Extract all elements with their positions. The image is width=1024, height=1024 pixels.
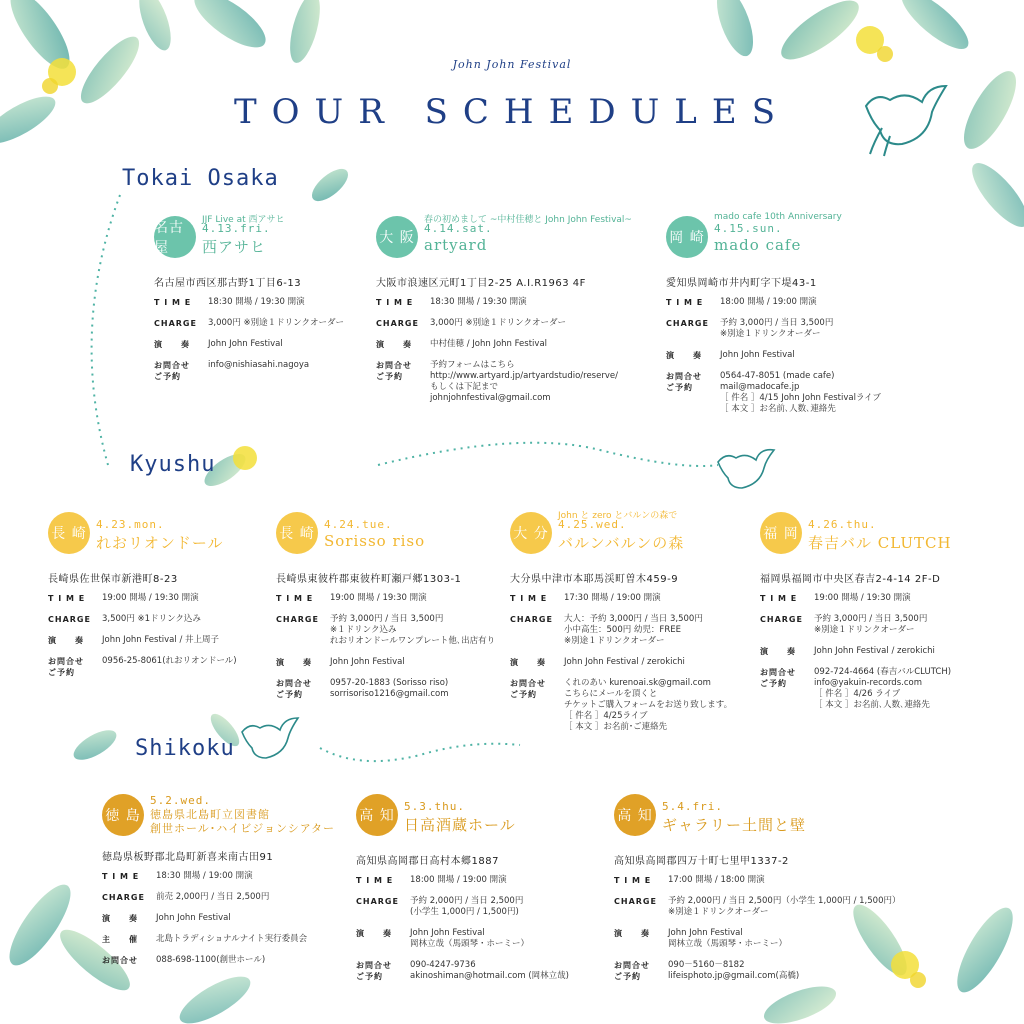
venue-address: 大分県中津市本耶馬渓町曽木459-9 [510,574,679,585]
venue-address: 長崎県東彼杵郡東彼杵町瀬戸郷1303-1 [276,574,462,585]
info-row [154,360,364,382]
info-value: John John Festival 岡林立哉（馬頭琴・ホーミー） [410,928,530,949]
info-row [614,896,1014,918]
info-label: CHARGE [376,319,419,328]
info-value: 17:30 開場 / 19:00 開演 [564,593,661,603]
info-label: 演 奏 [376,340,412,349]
info-row [102,892,342,903]
venue-name: 日高酒蔵ホール [404,816,516,834]
city-badge: 岡 崎 [666,216,708,258]
info-value: 前売 2,000円 / 当日 2,500円 [156,892,270,902]
info-value: John John Festival 岡林立哉（馬頭琴・ホーミー） [668,928,788,949]
info-row [614,928,1014,950]
info-value: John John Festival [720,350,795,360]
info-row [356,875,606,886]
venue-name: ギャラリー土間と壁 [662,816,807,834]
info-row [48,635,268,646]
info-label: T I M E [614,876,652,885]
venue-card [614,794,1014,992]
info-value: 092-724-4664 (春吉バルCLUTCH) info@yakuin-records.com ［ 件名 ］4/26 ライブ ［ 本文 ］お名前､人数､連絡先 [814,667,952,710]
info-value: 18:00 開場 / 19:00 開演 [720,297,817,307]
venue-address: 高知県高岡郡四万十町七里甲1337-2 [614,856,789,867]
venue-card [760,512,1010,721]
venue-card [356,794,606,992]
venue-card [276,512,506,710]
info-row [276,614,506,647]
info-value: 3,500円 ※1ドリンク込み [102,614,201,624]
info-label: 演 奏 [48,636,84,645]
info-row [48,614,268,625]
venue-header [376,216,656,270]
info-label: T I M E [510,594,548,603]
venue-header [356,794,606,848]
brand-logo-text: John John Festival [452,58,572,71]
info-label: 主 催 [102,935,138,944]
info-label: CHARGE [356,897,399,906]
info-label: T I M E [356,876,394,885]
info-row [276,678,506,700]
info-label: T I M E [48,594,86,603]
info-row [666,350,926,361]
info-value: 18:30 開場 / 19:30 開演 [430,297,527,307]
info-value: 0564-47-8051 (made cafe) mail@madocafe.jp ［ 件名 ］4/15 John John Festivalライブ ［ 本文 ］お名前､人数､連絡先 [720,371,881,414]
info-row [154,318,364,329]
info-label: 演 奏 [510,658,546,667]
info-row [760,646,1010,657]
venue-address: 長崎県佐世保市新港町8-23 [48,574,178,585]
info-label: CHARGE [614,897,657,906]
info-value: 18:30 開場 / 19:00 開演 [156,871,253,881]
info-row [760,593,1010,604]
city-badge: 大 阪 [376,216,418,258]
info-row [376,339,656,350]
city-badge: 徳 島 [102,794,144,836]
info-value: 18:30 開場 / 19:30 開演 [208,297,305,307]
venue-header [276,512,506,566]
info-row [356,960,606,982]
info-label: T I M E [666,298,704,307]
city-badge: 名古屋 [154,216,196,258]
info-label: 演 奏 [276,658,312,667]
info-label: 演 奏 [614,929,650,938]
info-row [376,318,656,329]
city-badge: 長 崎 [48,512,90,554]
info-value: 090-4247-9736 akinoshiman@hotmail.com (岡林立哉) [410,960,569,981]
info-label: お問合せ ご予約 [666,372,702,392]
venue-address: 徳島県板野郡北島町新喜来南古田91 [102,852,274,863]
city-badge: 長 崎 [276,512,318,554]
venue-header [154,216,364,270]
event-date: 4.23.mon. [96,518,165,531]
event-date: 4.25.wed. [558,518,627,531]
event-date: 5.3.thu. [404,800,465,813]
info-label: お問合せ ご予約 [356,961,392,981]
info-label: CHARGE [276,615,319,624]
region-title-kyushu: Kyushu [130,452,216,477]
info-value: 大人：予約 3,000円 / 当日 3,500円 小中高生：500円 幼児：FREE ※別途１ドリンクオーダー [564,614,703,646]
info-value: くれのあい kurenoai.sk@gmail.com こちらにメールを頂くと チケットご購入フォームをお送り致します。 ［ 件名 ］4/25ライブ ［ 本文 ］お名前･ご連絡先 [564,678,733,732]
info-row [356,928,606,950]
event-date: 5.2.wed. [150,794,211,807]
info-value: 18:00 開場 / 19:00 開演 [410,875,507,885]
info-row [276,657,506,668]
info-value: 088-698-1100(創世ホール) [156,955,266,965]
info-row [48,593,268,604]
region-title-shikoku: Shikoku [135,736,235,761]
info-value: John John Festival [330,657,405,667]
info-label: 演 奏 [154,340,190,349]
info-value: 19:00 開場 / 19:30 開演 [814,593,911,603]
info-label: お問合せ ご予約 [614,961,650,981]
info-value: 予約 3,000円 / 当日 3,500円 ※別途１ドリンクオーダー [720,318,834,339]
info-label: お問合せ ご予約 [510,679,546,699]
info-label: お問合せ [102,956,138,965]
info-row [102,913,342,924]
info-value: 中村佳穂 / John John Festival [430,339,548,349]
info-value: 北島トラディショナルナイト実行委員会 [156,934,308,944]
venue-name: artyard [424,236,488,254]
venue-address: 愛知県岡崎市井内町字下堤43-1 [666,278,817,289]
city-badge: 大 分 [510,512,552,554]
info-row [154,339,364,350]
info-row [510,593,755,604]
info-value: 予約フォームはこちら http://www.artyard.jp/artyardstudio/reserve/ もしくは下記まで johnjohnfestival@gmail.com [430,360,618,403]
info-row [614,960,1014,982]
info-label: CHARGE [154,319,197,328]
venue-header [760,512,1010,566]
info-label: 演 奏 [666,351,702,360]
page-title: TOUR SCHEDULES [234,92,790,132]
info-row [376,297,656,308]
info-row [510,657,755,668]
venue-card [376,216,656,414]
info-row [48,656,268,678]
info-label: お問合せ ご予約 [154,361,190,381]
venue-address: 名古屋市西区那古野1丁目6-13 [154,278,302,289]
info-row [614,875,1014,886]
info-row [102,955,342,966]
event-subtitle: mado cafe 10th Anniversary [714,212,842,222]
city-badge: 高 知 [356,794,398,836]
info-value: John John Festival / zerokichi [814,646,935,656]
venue-card [666,212,926,425]
event-date: 4.24.tue. [324,518,393,531]
venue-header [102,794,342,844]
info-row [356,896,606,918]
info-label: T I M E [102,872,140,881]
info-value: 予約 2,000円 / 当日 2,500円 (小学生 1,000円 / 1,500円) [410,896,524,917]
event-subtitle: John と zero とバルンの森で [558,511,678,521]
venue-address: 高知県高岡郡日高村本郷1887 [356,856,499,867]
info-row [666,371,926,415]
info-label: お問合せ ご予約 [760,668,796,688]
info-label: お問合せ ご予約 [376,361,412,381]
info-label: CHARGE [666,319,709,328]
info-label: T I M E [276,594,314,603]
venue-address: 福岡県福岡市中央区春吉2-4-14 2F-D [760,574,941,585]
info-value: 19:00 開場 / 19:30 開演 [330,593,427,603]
info-label: CHARGE [48,615,91,624]
info-value: John John Festival [156,913,231,923]
venue-card [154,216,364,392]
venue-card [102,794,342,976]
info-label: 演 奏 [102,914,138,923]
info-value: 090－5160－8182 lifeisphoto.jp@gmail.com(高橋) [668,960,800,981]
region-title-tokai-osaka: Tokai Osaka [122,166,279,191]
info-label: T I M E [760,594,798,603]
info-label: 演 奏 [356,929,392,938]
event-date: 4.26.thu. [808,518,877,531]
venue-card [48,512,268,688]
info-row [102,871,342,882]
info-label: CHARGE [760,615,803,624]
venue-header [666,212,926,270]
info-label: 演 奏 [760,647,796,656]
venue-card [510,512,755,743]
info-row [666,318,926,340]
info-label: お問合せ ご予約 [48,657,84,677]
info-label: CHARGE [102,893,145,902]
event-date: 4.14.sat. [424,222,493,235]
venue-header [48,512,268,566]
venue-address: 大阪市浪速区元町1丁目2-25 A.I.R1963 4F [376,278,586,289]
info-value: 3,000円 ※別途１ドリンクオーダー [208,318,344,328]
info-value: 予約 2,000円 / 当日 2,500円（小学生 1,000円 / 1,500円） ※別途１ドリンクオーダー [668,896,901,917]
venue-name: Sorisso riso [324,532,426,550]
info-label: お問合せ ご予約 [276,679,312,699]
event-date: 4.15.sun. [714,222,783,235]
venue-header [614,794,1014,848]
info-row [666,297,926,308]
venue-name: れおリオンドール [96,534,224,552]
info-value: 3,000円 ※別途１ドリンクオーダー [430,318,566,328]
info-value: 予約 3,000円 / 当日 3,500円 ※別途１ドリンクオーダー [814,614,928,635]
venue-header [510,512,755,566]
info-value: John John Festival / 井上周子 [102,635,220,645]
info-value: 19:00 開場 / 19:30 開演 [102,593,199,603]
info-label: CHARGE [510,615,553,624]
city-badge: 高 知 [614,794,656,836]
info-label: T I M E [154,298,192,307]
info-row [276,593,506,604]
info-row [510,614,755,647]
info-row [102,934,342,945]
info-value: 0957-20-1883 (Sorisso riso) sorrisoriso1216@gmail.com [330,678,449,699]
event-date: 5.4.fri. [662,800,723,813]
info-value: John John Festival / zerokichi [564,657,685,667]
info-label: T I M E [376,298,414,307]
info-value: info@nishiasahi.nagoya [208,360,310,370]
info-row [760,614,1010,636]
venue-name: 西アサヒ [202,238,267,256]
event-subtitle: JJF Live at 西アサヒ [202,215,285,225]
info-value: 予約 3,000円 / 当日 3,500円 ※１ドリンク込み れおリオンドールワンプレート他､出店有り [330,614,496,646]
venue-name: 春吉バル CLUTCH [808,534,952,552]
info-row [760,667,1010,711]
event-date: 4.13.fri. [202,222,271,235]
info-value: 0956-25-8061(れおリオンドール) [102,656,237,666]
venue-name: バルンバルンの森 [558,534,685,552]
info-row [376,360,656,404]
event-subtitle: 春の初めまして ~中村佳穂と John John Festival~ [424,215,632,225]
venue-name: 徳島県北島町立図書館 創世ホール･ハイビジョンシアター [150,808,336,835]
city-badge: 福 岡 [760,512,802,554]
info-value: John John Festival [208,339,283,349]
info-value: 17:00 開場 / 18:00 開演 [668,875,765,885]
venue-name: mado cafe [714,236,802,254]
info-row [154,297,364,308]
info-row [510,678,755,733]
